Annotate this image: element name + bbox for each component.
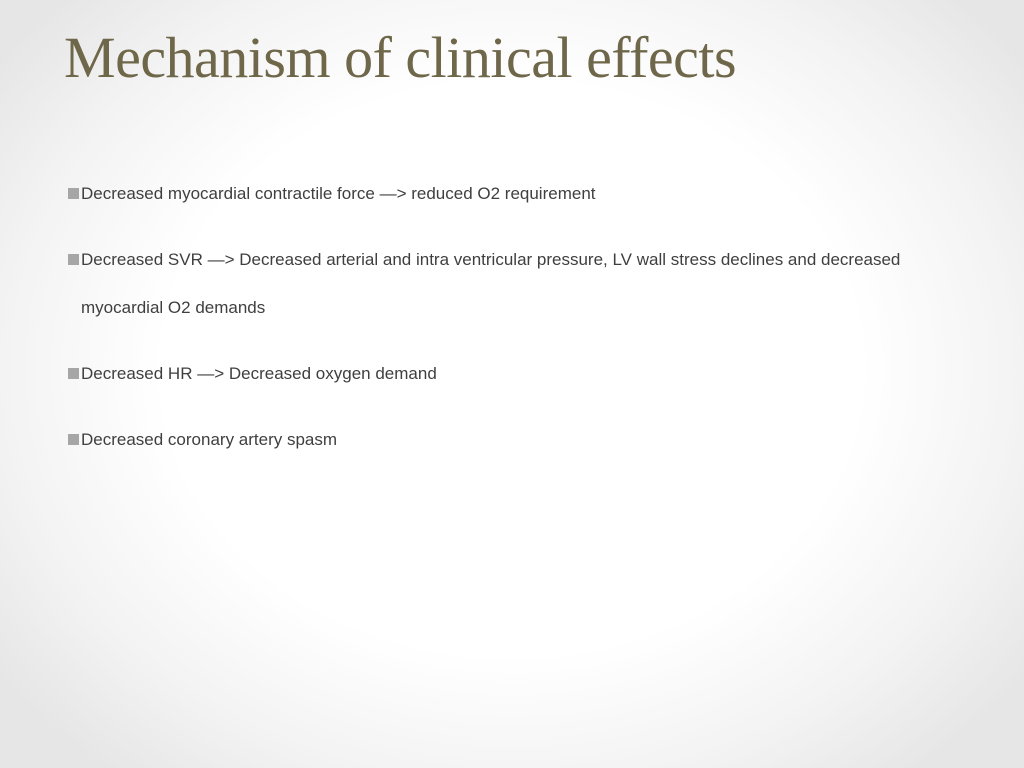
bullet-text: Decreased HR —> Decreased oxygen demand — [81, 364, 437, 383]
square-bullet-icon — [68, 254, 79, 265]
bullet-item — [68, 416, 968, 464]
square-bullet-icon — [68, 188, 79, 199]
bullet-list — [68, 170, 968, 482]
bullet-text: Decreased coronary artery spasm — [81, 430, 338, 449]
bullet-item — [68, 350, 968, 398]
square-bullet-icon — [68, 368, 79, 379]
slide-title: Mechanism of clinical effects — [64, 25, 737, 90]
bullet-text: Decreased myocardial contractile force —> reduced O2 requirement — [81, 184, 596, 203]
bullet-text: Decreased SVR —> Decreased arterial and intra ventricular pressure, LV wall stress declines and decreased myocardial O2 demands — [81, 250, 901, 317]
square-bullet-icon — [68, 434, 79, 445]
bullet-item — [68, 170, 968, 218]
bullet-item — [68, 236, 968, 332]
